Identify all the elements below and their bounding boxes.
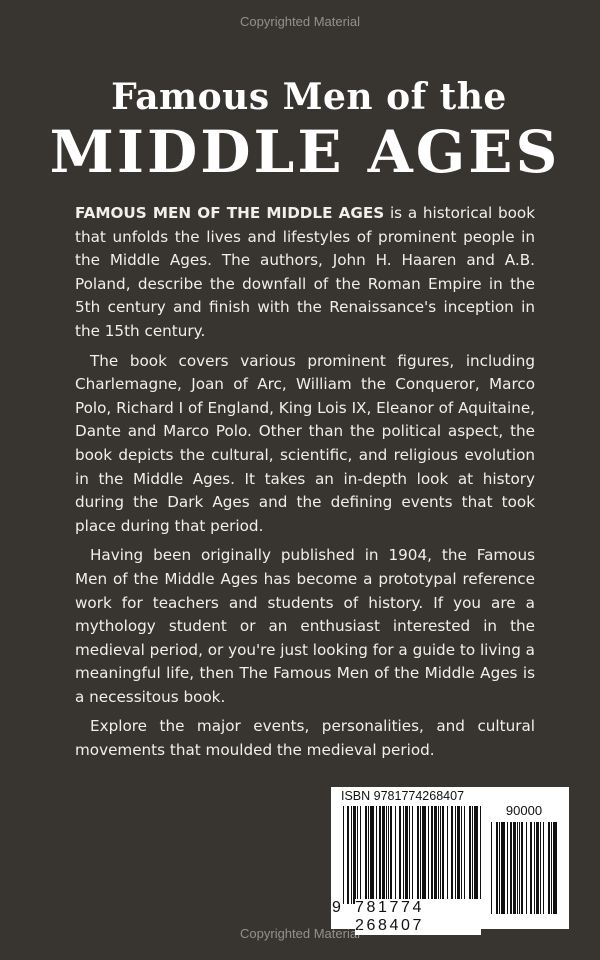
barcode-bar [469, 806, 471, 904]
barcode-bar [343, 806, 344, 904]
book-title-line2: MIDDLE AGES [49, 118, 561, 186]
barcode-bar [513, 822, 516, 914]
watermark-bottom: Copyrighted Material [240, 926, 360, 941]
barcode-bars-addon [491, 822, 557, 914]
barcode-bar [521, 822, 523, 914]
watermark-top: Copyrighted Material [240, 14, 360, 29]
description-paragraph-4: Explore the major events, personalities, and cultural movements that moulded the medieval period. [75, 717, 535, 760]
barcode-bar [519, 822, 520, 914]
barcode-bar [382, 806, 385, 904]
barcode-bar [491, 822, 492, 914]
isbn-barcode [331, 787, 569, 934]
description-paragraph-1 [75, 202, 535, 344]
barcode-bar [548, 822, 550, 914]
barcode-bar [434, 806, 437, 904]
barcode-bar [517, 822, 518, 914]
barcode-bar [455, 806, 456, 904]
barcode-bar [464, 806, 465, 904]
barcode-bar [540, 822, 541, 914]
book-title-line1: Famous Men of the [111, 76, 507, 118]
barcode-bar [403, 806, 404, 904]
barcode-bar [480, 806, 481, 904]
barcode-bar [353, 806, 356, 904]
description-paragraph-1-text: is a historical book that unfolds the lives and lifestyles of prominent people in the Middle Ages. The authors, John H. Haaren and A.B. Poland, describe the downfall of the Roman Empire in the 5th century and finish with the Renaissance's inception in the 15th century. [75, 204, 535, 340]
description-paragraph-3: Having been originally published in 1904, the Famous Men of the Middle Ages has become a prototypal reference work for teachers and students of history. If you are a mythology student or an enthusiast interested in the medieval period, or you're just looking for a guide to living a meaningful life, then The Famous Men of the Middle Ages is a necessitous book. [75, 546, 535, 706]
barcode-bar [412, 806, 413, 904]
barcode-bar [496, 822, 498, 914]
barcode-addon-number: 90000 [505, 803, 543, 818]
barcode-bar [536, 822, 539, 914]
barcode-bar [551, 822, 552, 914]
barcode-bar [365, 806, 367, 904]
barcode-bar [431, 806, 433, 904]
barcode-bar [526, 822, 527, 914]
barcode-bar [499, 822, 500, 914]
barcode-bar [420, 806, 421, 904]
barcode-bar [507, 822, 508, 914]
barcode-bar [534, 822, 535, 914]
barcode-bar [474, 806, 478, 904]
barcode-bar [399, 806, 401, 904]
barcode-bar [351, 806, 352, 904]
barcode-digits: 781774 268407 [355, 899, 481, 935]
description-lead-title: FAMOUS MEN OF THE MIDDLE AGES [75, 204, 385, 222]
barcode-bar [395, 806, 396, 904]
barcode-bar [357, 806, 358, 904]
barcode-bar [390, 806, 392, 904]
barcode-bar [543, 822, 544, 914]
barcode-digit-first: 9 [332, 899, 341, 916]
barcode-bar [347, 806, 349, 904]
barcode-bar [405, 806, 408, 904]
barcode-bar [379, 806, 381, 904]
barcode-bar [461, 806, 462, 904]
barcode-bar [447, 806, 448, 904]
barcode-bar [422, 806, 426, 904]
barcode-bar [530, 822, 532, 914]
barcode-bar [457, 806, 460, 904]
barcode-bar [368, 806, 369, 904]
barcode-bar [438, 806, 439, 904]
barcode-bar [376, 806, 377, 904]
isbn-label: ISBN 9781774268407 [341, 789, 465, 803]
barcode-bar [442, 806, 444, 904]
barcode-bars-main [343, 806, 483, 904]
barcode-bar [440, 806, 441, 904]
barcode-bar [451, 806, 453, 904]
barcode-bar [510, 822, 512, 914]
barcode-bar [553, 822, 557, 914]
barcode-bar [472, 806, 473, 904]
barcode-bar [501, 822, 505, 914]
barcode-bar [409, 806, 410, 904]
description-text [75, 202, 535, 769]
description-paragraph-2: The book covers various prominent figures, including Charlemagne, Joan of Arc, William the Conqueror, Marco Polo, Richard I of England, King Lois IX, Eleanor of Aquitaine, Dante and Marco Polo. Other than the political aspect, the book depicts the cultural, scientific, and religious evolution in the Middle Ages. It takes an in-depth look at history during the Dark Ages and the defining events that took place during that period. [75, 351, 535, 535]
barcode-bar [370, 806, 374, 904]
barcode-bar [388, 806, 389, 904]
barcode-bar [417, 806, 419, 904]
barcode-bar [360, 806, 361, 904]
barcode-bar [386, 806, 387, 904]
barcode-bar [428, 806, 429, 904]
